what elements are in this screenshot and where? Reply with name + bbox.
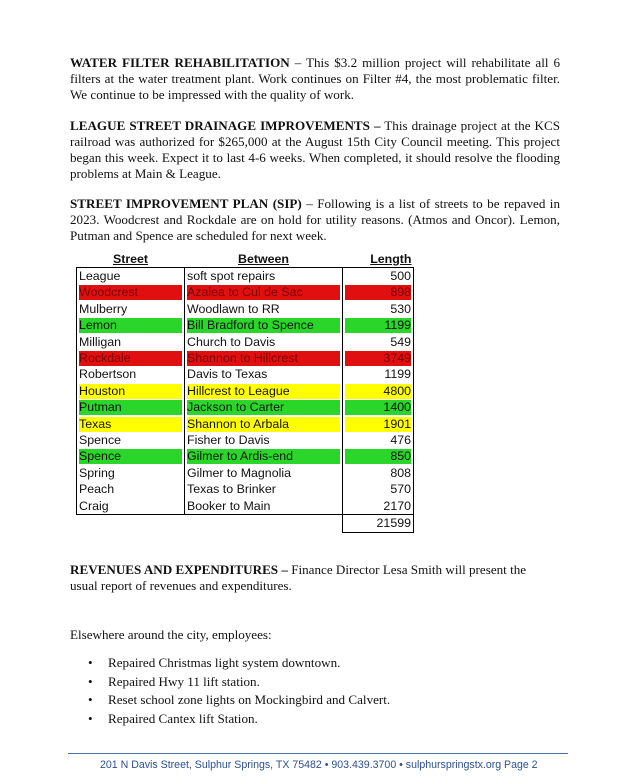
street-cell: Spence <box>77 432 185 448</box>
table-body <box>77 268 414 532</box>
length-cell: 3749 <box>343 350 414 366</box>
street-cell: Houston <box>77 383 185 399</box>
street-cell: Craig <box>77 498 185 515</box>
length-cell: 476 <box>343 432 414 448</box>
revenues-heading: REVENUES AND EXPENDITURES – <box>70 562 288 577</box>
list-item <box>84 691 390 710</box>
length-cell: 1901 <box>343 416 414 432</box>
table-row <box>77 416 414 432</box>
table-row <box>77 350 414 366</box>
sip-paragraph <box>70 196 560 244</box>
sip-heading: STREET IMPROVEMENT PLAN (SIP) <box>70 196 302 211</box>
between-cell: Shannon to Arbala <box>185 416 343 432</box>
length-cell: 898 <box>343 285 414 301</box>
street-cell: Spring <box>77 465 185 481</box>
league-drainage-heading: LEAGUE STREET DRAINAGE IMPROVEMENTS – <box>70 118 381 133</box>
bullet-icon: • <box>88 655 93 670</box>
table-row <box>77 268 414 285</box>
between-cell: Gilmer to Ardis-end <box>185 449 343 465</box>
water-filter-text: – This $3.2 million project will rehabilitate all 6 filters at the water treatment plant. Work continues on Filter #4, the most problematic filter. We continue to be impressed with the quality of work. <box>70 55 560 102</box>
sip-text: – Following is a list of streets to be repaved in 2023. Woodcrest and Rockdale are on hold for utility reasons. (Atmos and Oncor). Lemon, Putman and Spence are scheduled for next week. <box>70 196 560 243</box>
table-row <box>77 498 414 515</box>
list-item-text: Repaired Hwy 11 lift station. <box>108 673 260 689</box>
street-cell: Milligan <box>77 334 185 350</box>
revenues-paragraph <box>70 562 555 594</box>
length-cell: 808 <box>343 465 414 481</box>
employee-tasks-list <box>84 654 390 728</box>
water-filter-paragraph <box>70 55 560 103</box>
street-cell: Texas <box>77 416 185 432</box>
length-cell: 4800 <box>343 383 414 399</box>
between-cell: soft spot repairs <box>185 268 343 285</box>
table-header-row <box>77 251 414 268</box>
bullet-icon: • <box>88 710 93 726</box>
table-row <box>77 432 414 448</box>
length-cell: 549 <box>343 334 414 350</box>
between-cell: Jackson to Carter <box>185 400 343 416</box>
length-cell: 1400 <box>343 400 414 416</box>
header-street: Street <box>77 251 185 268</box>
between-cell: Woodlawn to RR <box>185 301 343 317</box>
list-item <box>84 654 390 673</box>
header-length: Length <box>343 251 414 268</box>
table-row <box>77 449 414 465</box>
length-cell: 2170 <box>343 498 414 515</box>
street-cell: Peach <box>77 481 185 497</box>
table-row <box>77 318 414 334</box>
total-length-cell: 21599 <box>343 515 414 532</box>
list-item-text: Reset school zone lights on Mockingbird and Calvert. <box>108 692 391 707</box>
bullet-icon: • <box>88 692 93 707</box>
header-between: Between <box>185 251 343 268</box>
between-cell: Davis to Texas <box>185 367 343 383</box>
length-cell: 1199 <box>343 318 414 334</box>
table-row <box>77 367 414 383</box>
street-cell: Mulberry <box>77 301 185 317</box>
table-row <box>77 383 414 399</box>
street-plan-table <box>76 251 414 533</box>
water-filter-heading: WATER FILTER REHABILITATION <box>70 55 290 70</box>
between-cell: Booker to Main <box>185 498 343 515</box>
bullet-icon: • <box>88 673 93 689</box>
street-cell: Spence <box>77 449 185 465</box>
between-cell: Texas to Brinker <box>185 481 343 497</box>
street-cell: Woodcrest <box>77 285 185 301</box>
list-item-text: Repaired Cantex lift Station. <box>108 710 258 726</box>
street-cell: Robertson <box>77 367 185 383</box>
footer-address: 201 N Davis Street, Sulphur Springs, TX 75482 • 903.439.3700 • sulphurspringstx.org <box>100 759 502 771</box>
footer-page-number: Page 2 <box>504 759 538 771</box>
length-cell: 850 <box>343 449 414 465</box>
table-row <box>77 301 414 317</box>
table-row <box>77 400 414 416</box>
footer-divider <box>68 753 568 754</box>
street-cell: Lemon <box>77 318 185 334</box>
table-row <box>77 285 414 301</box>
list-item-text: Repaired Christmas light system downtown. <box>108 655 341 670</box>
league-drainage-paragraph <box>70 118 560 182</box>
between-cell: Azalea to Cul de Sac <box>185 285 343 301</box>
street-cell: Putman <box>77 400 185 416</box>
table-row <box>77 465 414 481</box>
length-cell: 530 <box>343 301 414 317</box>
between-cell: Hillcrest to League <box>185 383 343 399</box>
table-total-row <box>77 515 414 532</box>
list-item <box>84 710 390 729</box>
street-cell: League <box>77 268 185 285</box>
elsewhere-intro: Elsewhere around the city, employees: <box>70 627 272 642</box>
league-drainage-text: This drainage project at the KCS railroad was authorized for $265,000 at the August 15th City Council meeting. This project began this week. Expect it to last 4-6 weeks. When completed, it should resolve the flooding problems at Main & League. <box>70 118 560 181</box>
between-cell: Fisher to Davis <box>185 432 343 448</box>
revenues-text: Finance Director Lesa Smith will present the usual report of revenues and expenditures. <box>70 562 527 593</box>
between-cell: Gilmer to Magnolia <box>185 465 343 481</box>
table-row <box>77 334 414 350</box>
street-cell: Rockdale <box>77 350 185 366</box>
between-cell: Bill Bradford to Spence <box>185 318 343 334</box>
between-cell: Church to Davis <box>185 334 343 350</box>
length-cell: 500 <box>343 268 414 285</box>
length-cell: 570 <box>343 481 414 497</box>
list-item <box>84 673 390 692</box>
between-cell: Shannon to Hillcrest <box>185 350 343 366</box>
table-row <box>77 481 414 497</box>
length-cell: 1199 <box>343 367 414 383</box>
